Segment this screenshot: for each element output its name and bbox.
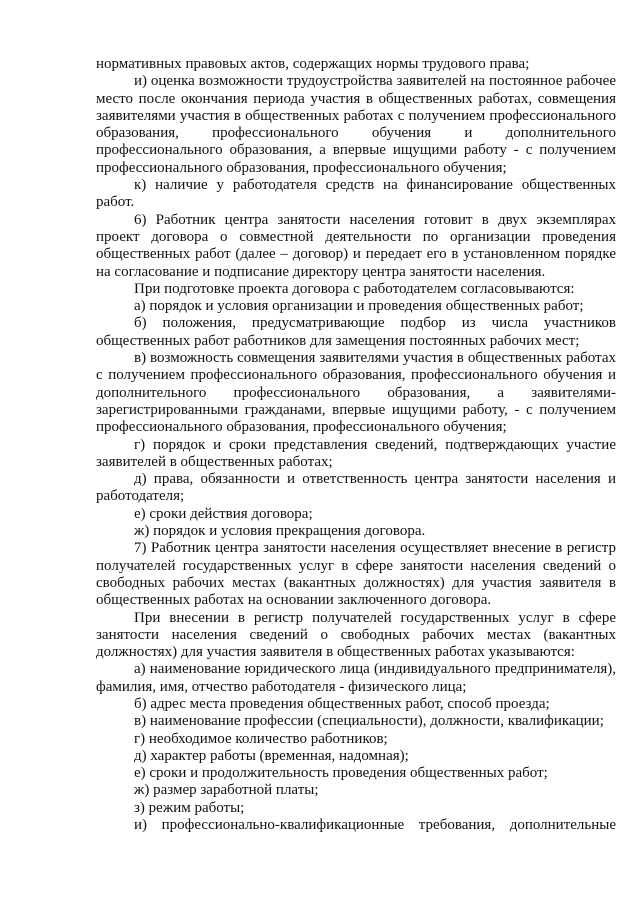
paragraph: в) наименование профессии (специальности), должности, квалификации; xyxy=(134,713,604,730)
paragraph: е) сроки и продолжительность проведения общественных работ; xyxy=(134,765,548,782)
paragraph: и) оценка возможности трудоустройства заявителей на постоянное рабочее место после окончания периода участия в общественных работах, совмещения заявителями участия в общественных работах с получением профессионального образования, профессионального обучения и дополнительного профессионального образования, а впервые ищущими работу - с получением профессионального образования, профессионального обучения; xyxy=(96,73,616,176)
paragraph: д) права, обязанности и ответственность центра занятости населения и работодателя; xyxy=(96,471,616,505)
paragraph: а) наименование юридического лица (индивидуального предпринимателя), фамилия, имя, отчество работодателя - физического лица; xyxy=(96,661,616,695)
paragraph: нормативных правовых актов, содержащих нормы трудового права; xyxy=(96,56,530,72)
paragraph: д) характер работы (временная, надомная); xyxy=(134,747,409,764)
paragraph: г) необходимое количество работников; xyxy=(134,730,388,747)
paragraph: При подготовке проекта договора с работодателем согласовываются: xyxy=(134,280,575,297)
paragraph: б) положения, предусматривающие подбор из числа участников общественных работ работников для замещения постоянных рабочих мест; xyxy=(96,315,616,349)
paragraph: При внесении в регистр получателей государственных услуг в сфере занятости населения сведений о свободных рабочих местах (вакантных должностях) для участия заявителя в общественных работах указываются: xyxy=(96,609,616,661)
paragraph: а) порядок и условия организации и проведения общественных работ; xyxy=(134,298,584,315)
paragraph: к) наличие у работодателя средств на финансирование общественных работ. xyxy=(96,177,616,211)
paragraph: з) режим работы; xyxy=(134,799,245,816)
paragraph: ж) размер заработной платы; xyxy=(134,782,319,799)
paragraph: 7) Работник центра занятости населения осуществляет внесение в регистр получателей государственных услуг в сфере занятости населения сведений о свободных рабочих местах (вакантных должностях) для участия заявителя в общественных работах на основании заключенного договора. xyxy=(96,540,616,609)
paragraph: ж) порядок и условия прекращения договора. xyxy=(134,523,426,540)
paragraph: и) профессионально-квалификационные требования, дополнительные xyxy=(134,817,616,834)
paragraph: в) возможность совмещения заявителями участия в общественных работах с получением профессионального образования, профессионального обучения и дополнительного профессионального образования, а заявителями-зарегистрированными гражданами, впервые ищущими работу, - с получением профессионального образования, профессионального обучения; xyxy=(96,350,616,436)
document-page xyxy=(96,56,616,834)
paragraph: г) порядок и сроки представления сведений, подтверждающих участие заявителей в общественных работах; xyxy=(96,436,616,470)
paragraph: 6) Работник центра занятости населения готовит в двух экземплярах проект договора о совместной деятельности по организации проведения общественных работ (далее – договор) и передает его в установленном порядке на согласование и подписание директору центра занятости населения. xyxy=(96,211,616,280)
paragraph: е) сроки действия договора; xyxy=(134,505,313,522)
paragraph: б) адрес места проведения общественных работ, способ проезда; xyxy=(134,695,550,712)
